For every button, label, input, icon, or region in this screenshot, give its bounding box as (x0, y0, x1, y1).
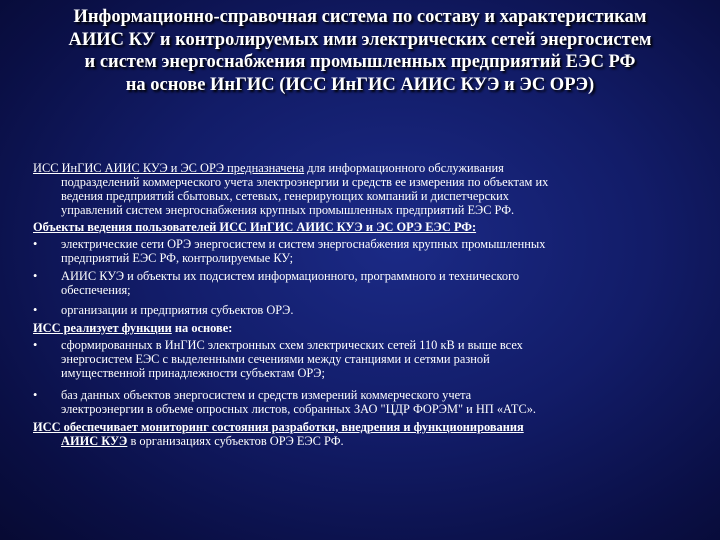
intro-lead: ИСС ИнГИС АИИС КУЭ и ЭС ОРЭ предназначена (33, 161, 305, 175)
objects-item (33, 237, 705, 265)
functions-heading-lead: ИСС реализует функции (33, 321, 172, 335)
intro-line-3: ведения предприятий сбытовых, сетевых, генерирующих компаний и диспетчерских (61, 189, 509, 203)
objects-item-line-2: обеспечения; (61, 283, 131, 297)
intro-line-2: подразделений коммерческого учета электроэнергии и средств ее измерения по объектам их (61, 175, 549, 189)
bullet-icon: • (33, 303, 38, 317)
monitoring-heading: ИСС обеспечивает мониторинг состояния разработки, внедрения и функционирования (33, 420, 524, 434)
slide-body (33, 161, 705, 451)
functions-heading-rest: на основе: (171, 321, 233, 335)
functions-heading (33, 321, 705, 335)
title-line-4: на основе ИнГИС (ИСС ИнГИС АИИС КУЭ и ЭС ОРЭ) (125, 74, 595, 95)
intro-paragraph (33, 161, 705, 217)
monitoring-paragraph (33, 420, 705, 448)
bullet-icon: • (33, 237, 38, 251)
title-line-1: Информационно-справочная система по составу и характеристикам (73, 7, 647, 27)
functions-item-line-3: имущественной принадлежности субъектам ОРЭ; (61, 366, 325, 380)
bullet-icon: • (33, 269, 38, 283)
monitoring-rest: в организациях субъектов ОРЭ ЕЭС РФ. (127, 434, 344, 448)
title-line-2: АИИС КУ и контролируемых ими электрических сетей энергосистем (68, 29, 652, 50)
title-line-3: и систем энергоснабжения промышленных предприятий ЕЭС РФ (84, 52, 636, 72)
functions-item-line-1: баз данных объектов энергосистем и средств измерений коммерческого учета (61, 388, 472, 402)
bullet-icon: • (33, 338, 38, 352)
objects-item-line-1: АИИС КУЭ и объекты их подсистем информационного, программного и технического (61, 269, 520, 283)
objects-item-line-2: предприятий ЕЭС РФ, контролируемые КУ; (61, 251, 294, 265)
objects-item (33, 303, 705, 317)
monitoring-emphasis: АИИС КУЭ (61, 434, 128, 448)
objects-item (33, 269, 705, 297)
slide-title (10, 6, 710, 96)
intro-line-4: управлений систем энергоснабжения крупных промышленных предприятий ЕЭС РФ. (61, 203, 515, 217)
functions-item-line-2: энергосистем ЕЭС с выделенными сечениями между станциями и сетями разной (61, 352, 490, 366)
functions-item (33, 388, 705, 416)
objects-heading: Объекты ведения пользователей ИСС ИнГИС АИИС КУЭ и ЭС ОРЭ ЕЭС РФ: (33, 220, 477, 234)
functions-item-line-2: электроэнергии в объеме опросных листов, собранных ЗАО "ЦДР ФОРЭМ" и НП «АТС». (61, 402, 537, 416)
intro-line-1: для информационного обслуживания (304, 161, 504, 175)
objects-item-line-1: организации и предприятия субъектов ОРЭ. (61, 303, 294, 317)
objects-item-line-1: электрические сети ОРЭ энергосистем и систем энергоснабжения крупных промышленных (61, 237, 546, 251)
functions-item (33, 338, 705, 380)
functions-item-line-1: сформированных в ИнГИС электронных схем электрических сетей 110 кВ и выше всех (61, 338, 523, 352)
bullet-icon: • (33, 388, 38, 402)
